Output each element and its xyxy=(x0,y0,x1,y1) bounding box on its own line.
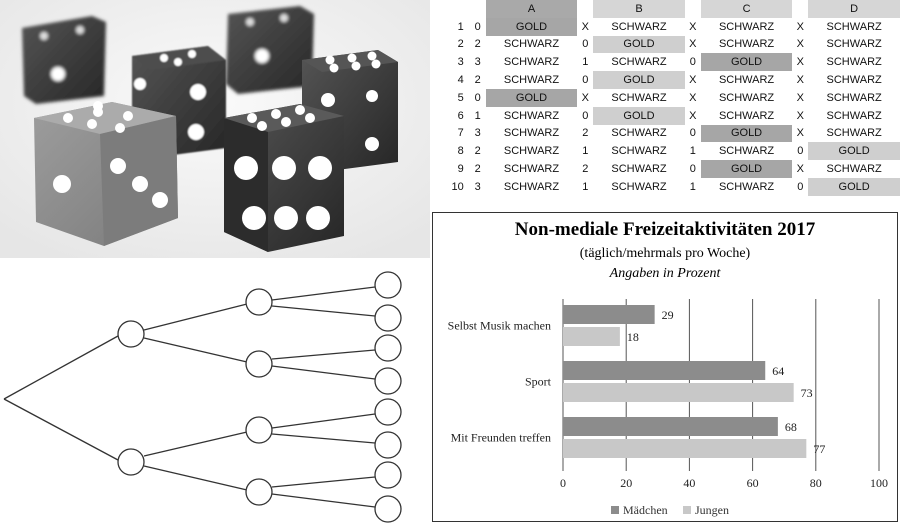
data-label: 68 xyxy=(784,420,797,434)
tree-edge xyxy=(4,399,118,460)
cell-value: GOLD xyxy=(593,107,685,125)
bar xyxy=(563,417,778,436)
cell-count: 2 xyxy=(474,74,481,87)
tree-node xyxy=(246,351,272,377)
cell-count: X xyxy=(796,127,804,140)
cell-count: 1 xyxy=(582,56,589,69)
die-front-light xyxy=(34,101,178,246)
x-tick-label: 40 xyxy=(683,476,696,490)
table-row xyxy=(430,36,900,54)
chart-subtitle: (täglich/mehrmals pro Woche) xyxy=(579,246,751,261)
cell-count: 0 xyxy=(797,180,804,193)
cell-count: X xyxy=(689,109,697,122)
tree-edge xyxy=(272,287,375,300)
cell-count: 0 xyxy=(474,91,481,104)
row-number: 1 xyxy=(457,20,464,33)
tree-node xyxy=(246,289,272,315)
cell-value: SCHWARZ xyxy=(503,127,560,140)
cell-value: SCHWARZ xyxy=(503,163,560,176)
table xyxy=(430,0,900,196)
data-label: 73 xyxy=(800,386,813,400)
row-number: 10 xyxy=(451,180,464,193)
cell-value: SCHWARZ xyxy=(718,20,775,33)
cell-value: SCHWARZ xyxy=(826,91,882,104)
row-number: 6 xyxy=(457,109,464,122)
cell-count: 2 xyxy=(582,163,589,176)
category-label: Selbst Musik machen xyxy=(447,318,551,333)
cell-value: SCHWARZ xyxy=(611,91,667,104)
row-number: 5 xyxy=(457,91,464,104)
table-row xyxy=(430,53,900,71)
probability-tree xyxy=(0,262,430,524)
cell-value: GOLD xyxy=(486,18,578,36)
table-row xyxy=(430,125,900,143)
legend-label: Jungen xyxy=(695,503,729,517)
column-header-a: A xyxy=(486,0,578,18)
tree-node xyxy=(118,449,144,475)
cell-count: 0 xyxy=(474,20,481,33)
cell-count: X xyxy=(689,91,697,104)
dice-illustration xyxy=(0,0,430,258)
cell-value: SCHWARZ xyxy=(718,109,775,122)
cell-count: X xyxy=(689,74,697,87)
chart-title: Non-mediale Freizeitaktivitäten 2017 xyxy=(514,219,816,240)
x-tick-label: 100 xyxy=(870,476,888,490)
cell-count: X xyxy=(581,20,589,33)
column-header-c: C xyxy=(701,0,793,18)
table-row xyxy=(430,18,900,36)
column-header-b: B xyxy=(593,0,685,18)
cell-count: 1 xyxy=(689,180,696,193)
data-label: 29 xyxy=(661,308,674,322)
tree-node xyxy=(375,335,401,361)
cell-count: 3 xyxy=(474,56,481,69)
row-number: 8 xyxy=(457,145,464,158)
tree-node xyxy=(375,305,401,331)
cell-count: 0 xyxy=(582,38,589,51)
tree-node xyxy=(375,496,401,522)
chart-note: Angaben in Prozent xyxy=(609,266,721,281)
results-table xyxy=(430,0,900,203)
cell-value: GOLD xyxy=(701,125,793,143)
cell-value: SCHWARZ xyxy=(611,20,667,33)
cell-value: SCHWARZ xyxy=(826,74,882,87)
tree-node xyxy=(375,368,401,394)
cell-value: SCHWARZ xyxy=(718,91,775,104)
cell-count: 2 xyxy=(474,38,481,51)
row-number: 9 xyxy=(457,163,464,176)
cell-count: 0 xyxy=(582,109,589,122)
die-back-center xyxy=(226,6,314,94)
tree-edge xyxy=(144,338,247,362)
tree-node xyxy=(375,272,401,298)
tree-node xyxy=(118,321,144,347)
table-row xyxy=(430,89,900,107)
cell-count: 0 xyxy=(797,145,804,158)
cell-count: X xyxy=(796,109,804,122)
bar xyxy=(563,361,765,380)
cell-value: SCHWARZ xyxy=(503,74,560,87)
cell-count: X xyxy=(796,38,804,51)
cell-count: X xyxy=(796,56,804,69)
cell-value: GOLD xyxy=(593,71,685,89)
cell-value: SCHWARZ xyxy=(826,56,882,69)
cell-value: SCHWARZ xyxy=(611,180,667,193)
cell-value: GOLD xyxy=(593,36,685,54)
row-number: 2 xyxy=(457,38,464,51)
tree-edge xyxy=(144,432,247,456)
cell-count: X xyxy=(796,20,804,33)
cell-count: 2 xyxy=(582,127,589,140)
cell-count: 2 xyxy=(474,145,481,158)
cell-count: 3 xyxy=(474,127,481,140)
cell-count: X xyxy=(689,38,697,51)
table-row xyxy=(430,142,900,160)
tree-node xyxy=(246,479,272,505)
x-tick-label: 60 xyxy=(746,476,759,490)
tree-edge xyxy=(272,477,375,487)
row-number: 3 xyxy=(457,56,464,69)
tree-edge xyxy=(272,414,375,428)
cell-count: X xyxy=(581,91,589,104)
table-header-row xyxy=(430,0,900,18)
table-row xyxy=(430,160,900,178)
cell-value: SCHWARZ xyxy=(718,180,775,193)
data-label: 77 xyxy=(813,442,826,456)
cell-value: SCHWARZ xyxy=(503,56,560,69)
cell-value: SCHWARZ xyxy=(826,109,882,122)
bar xyxy=(563,305,655,324)
die-front-dark xyxy=(224,104,344,252)
cell-value: SCHWARZ xyxy=(826,20,882,33)
cell-value: SCHWARZ xyxy=(826,163,882,176)
data-label: 18 xyxy=(626,330,639,344)
cell-value: SCHWARZ xyxy=(611,127,667,140)
cell-value: SCHWARZ xyxy=(503,38,560,51)
legend-swatch xyxy=(611,506,619,514)
tree-edge xyxy=(272,494,375,507)
cell-value: SCHWARZ xyxy=(611,163,667,176)
tree-edge xyxy=(272,350,375,359)
cell-count: X xyxy=(796,74,804,87)
cell-value: GOLD xyxy=(701,160,793,178)
data-label: 64 xyxy=(772,364,785,378)
x-tick-label: 20 xyxy=(620,476,633,490)
row-number: 4 xyxy=(457,74,464,87)
cell-count: 0 xyxy=(582,74,589,87)
cell-value: SCHWARZ xyxy=(718,38,775,51)
tree-edge xyxy=(4,336,118,399)
cell-count: 0 xyxy=(689,163,696,176)
cell-value: SCHWARZ xyxy=(718,74,775,87)
dice-photo xyxy=(0,0,430,258)
tree-edge xyxy=(272,434,375,443)
tree-node xyxy=(375,462,401,488)
row-number: 7 xyxy=(457,127,464,140)
cell-count: X xyxy=(689,20,697,33)
tree-edge xyxy=(272,366,375,379)
bar-chart xyxy=(432,212,898,522)
category-label: Sport xyxy=(524,374,551,389)
tree-node xyxy=(375,432,401,458)
cell-value: SCHWARZ xyxy=(503,180,560,193)
table-row xyxy=(430,178,900,196)
x-tick-label: 80 xyxy=(809,476,822,490)
bar xyxy=(563,383,794,402)
tree-edge xyxy=(272,306,375,316)
legend-swatch xyxy=(683,506,691,514)
cell-value: SCHWARZ xyxy=(503,109,560,122)
cell-value: SCHWARZ xyxy=(826,127,882,140)
chart-plot xyxy=(433,213,896,520)
tree-node xyxy=(375,399,401,425)
cell-count: 3 xyxy=(474,180,481,193)
table-row xyxy=(430,107,900,125)
legend-label: Mädchen xyxy=(623,503,668,517)
tree-svg xyxy=(0,262,430,524)
cell-count: X xyxy=(796,91,804,104)
cell-value: SCHWARZ xyxy=(826,38,882,51)
cell-value: GOLD xyxy=(701,53,793,71)
cell-count: 1 xyxy=(689,145,696,158)
cell-count: 0 xyxy=(689,127,696,140)
cell-count: 1 xyxy=(474,109,481,122)
cell-value: GOLD xyxy=(486,89,578,107)
tree-node xyxy=(246,417,272,443)
tree-edge xyxy=(144,304,247,330)
bar xyxy=(563,439,806,458)
cell-value: SCHWARZ xyxy=(611,56,667,69)
cell-count: 1 xyxy=(582,180,589,193)
cell-value: SCHWARZ xyxy=(718,145,775,158)
cell-value: SCHWARZ xyxy=(503,145,560,158)
cell-value: GOLD xyxy=(808,142,900,160)
cell-count: 2 xyxy=(474,163,481,176)
bar xyxy=(563,327,620,346)
die-back-left xyxy=(22,16,106,104)
tree-edge xyxy=(144,466,247,490)
cell-value: GOLD xyxy=(808,178,900,196)
cell-value: SCHWARZ xyxy=(611,145,667,158)
column-header-d: D xyxy=(808,0,900,18)
cell-count: X xyxy=(796,163,804,176)
table-row xyxy=(430,71,900,89)
cell-count: 0 xyxy=(689,56,696,69)
category-label: Mit Freunden treffen xyxy=(450,430,551,445)
x-tick-label: 0 xyxy=(560,476,566,490)
cell-count: 1 xyxy=(582,145,589,158)
